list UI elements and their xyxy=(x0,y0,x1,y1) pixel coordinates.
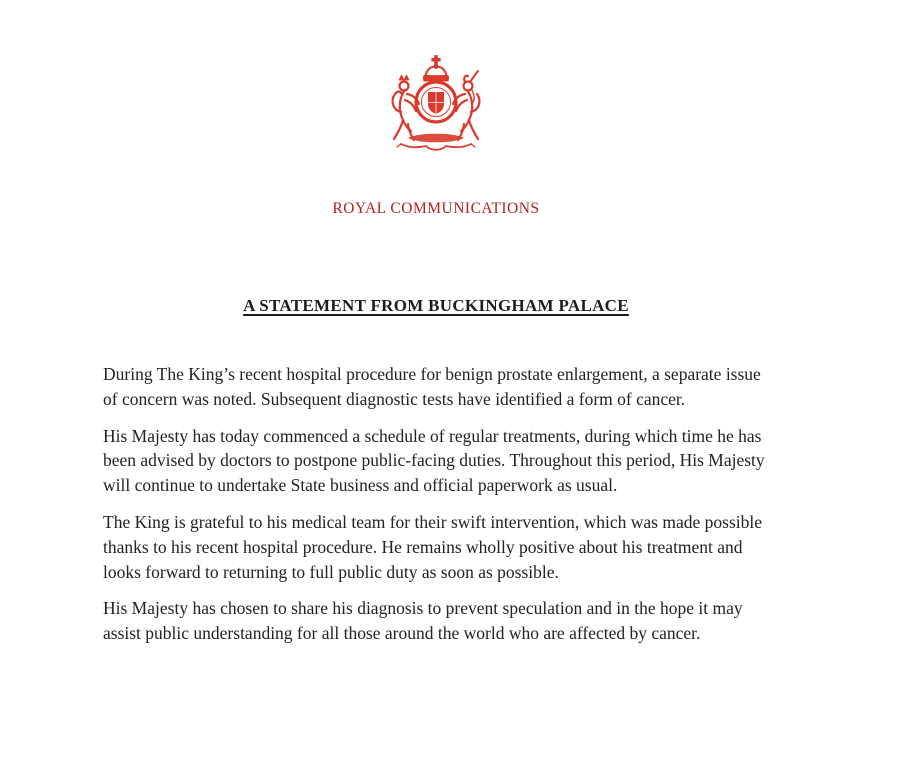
statement-body xyxy=(103,362,769,658)
statement-paragraph: The King is grateful to his medical team for their swift intervention, which was made possible thanks to his recent hospital procedure. He remains wholly positive about his treatment and looks forward to returning to full public duty as soon as possible. xyxy=(103,511,763,582)
document-content xyxy=(101,0,771,757)
statement-paragraph: His Majesty has today commenced a schedule of regular treatments, during which time he has been advised by doctors to postpone public-facing duties. Throughout this period, His Majesty will continue to undertake State business and official paperwork as usual. xyxy=(103,425,765,496)
royal-coat-of-arms-icon xyxy=(101,54,771,159)
statement-paragraph: His Majesty has chosen to share his diagnosis to prevent speculation and in the hope it may assist public understanding for all those around the world who are affected by cancer. xyxy=(103,598,743,644)
statement-heading-text: A STATEMENT FROM BUCKINGHAM PALACE xyxy=(243,296,629,315)
organization-title: ROYAL COMMUNICATIONS xyxy=(332,200,540,217)
statement-paragraph: During The King’s recent hospital procedure for benign prostate enlargement, a separate issue of concern was noted. Subsequent diagnostic tests have identified a form of cancer. xyxy=(103,364,761,409)
statement-heading xyxy=(101,296,771,316)
